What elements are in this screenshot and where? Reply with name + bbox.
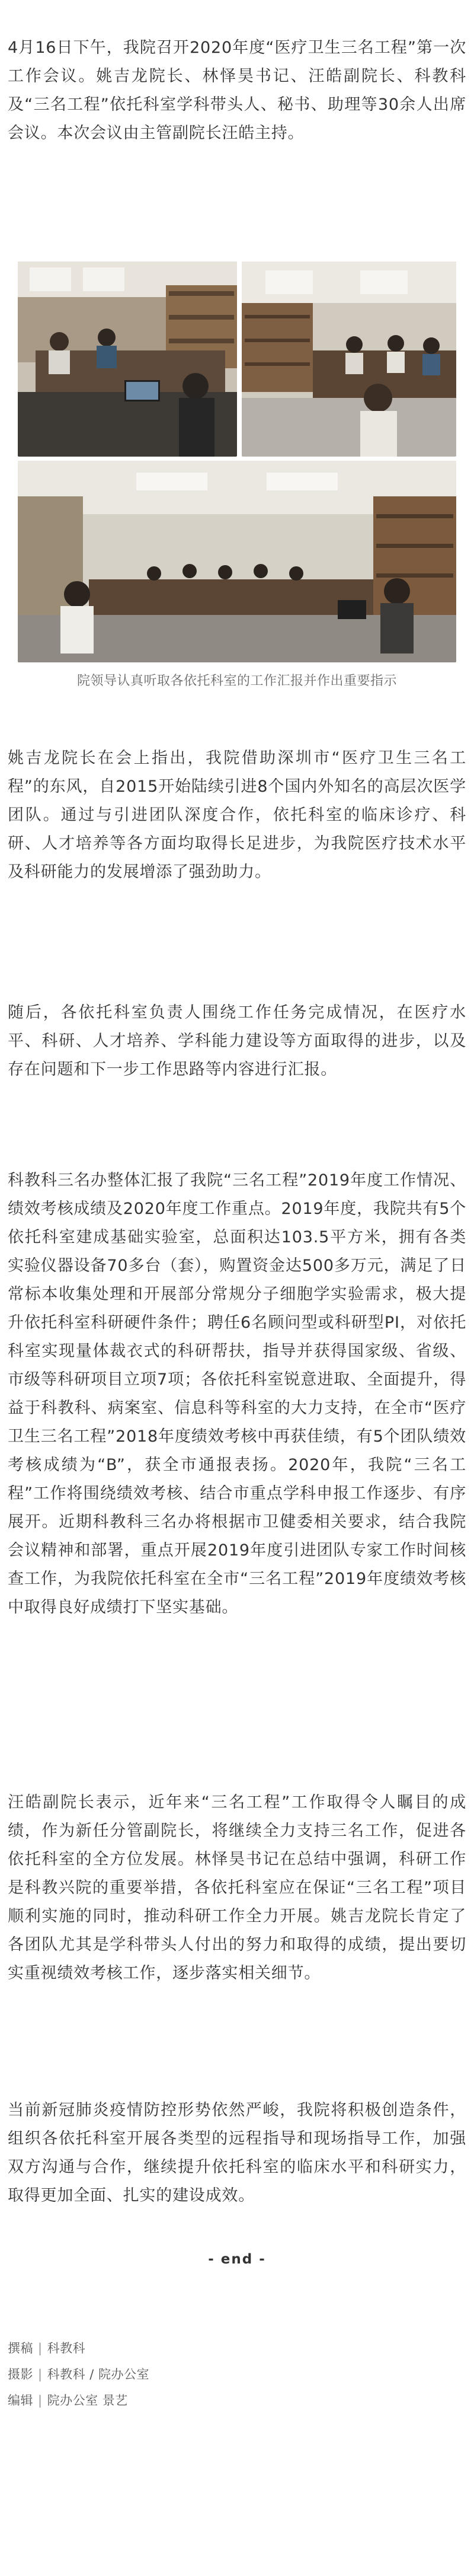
office-summary-paragraph: 科教科三名办整体汇报了我院“三名工程”2019年度工作情况、绩效考核成绩及2020年度工作重点。2019年度，我院共有5个依托科室建成基础实验室，总面积达103.5平方米，拥有各类实验仪器设备70多台（套），购置资金达500多万元，满足了日常标本收集处理和开展部分常规分子细胞学实验需求，极大提升依托科室科研硬件条件；聘任6名顾问型或科研型PI，对依托科室实现量体裁衣式的科研帮扶，指导并获得国家级、省级、市级等科研项目立项7项；各依托科室锐意进取、全面提升，得益于科教科、病案室、信息科等科室的大力支持，在全市“医疗卫生三名工程”2018年度绩效考核中再获佳绩，有5个团队绩效考核成绩为“B”，获全市通报表扬。2020年，我院“三名工程”工作将围绕绩效考核、结合市重点学科申报工作逐步、有序展开。近期科教科三名办将根据市卫健委相关要求，结合我院会议精神和部署，重点开展2019年度引进团队专家工作时间核查工作，为我院依托科室在全市“三名工程”2019年度绩效考核中取得良好成绩打下坚实基础。 <box>8 1171 466 1617</box>
credit-editor-label: 编辑 <box>8 2393 33 2408</box>
credit-photographer <box>8 2365 149 2383</box>
credit-separator: | <box>38 2341 43 2355</box>
leadership-remarks-paragraph: 汪皓副院长表示，近年来“三名工程”工作取得令人瞩目的成绩，作为新任分管副院长，将继续全力支持三名工作，促进各依托科室的全方位发展。林怿昊书记在总结中强调，科研工作是科教兴院的重要举措，各依托科室应在保证“三名工程”项目顺利实施的同时，推动科研工作全力开展。姚吉龙院长肯定了各团队尤其是学科带头人付出的努力和取得的成绩，提出要切实重视绩效考核工作，逐步落实相关细节。 <box>8 1793 466 1982</box>
closing-paragraph: 当前新冠肺炎疫情防控形势依然严峻，我院将积极创造条件，组织各依托科室开展各类型的远程指导和现场指导工作，加强双方沟通与合作，继续提升依托科室的临床水平和科研实力，取得更加全面、扎实的建设成效。 <box>8 2101 466 2205</box>
intro-paragraph: 4月16日下午，我院召开2020年度“医疗卫生三名工程”第一次工作会议。姚吉龙院长、林怿昊书记、汪皓副院长、科教科及“三名工程”依托科室学科带头人、秘书、助理等30余人出席会议。本次会议由主管副院长汪皓主持。 <box>8 39 466 142</box>
meeting-photo-right <box>242 262 456 457</box>
credit-writer <box>8 2339 85 2357</box>
meeting-photo-left <box>18 262 237 457</box>
photo-caption: 院领导认真听取各依托科室的工作汇报并作出重要指示 <box>76 674 397 688</box>
credit-photographer-label: 摄影 <box>8 2367 33 2381</box>
credit-photographer-value: 科教科 / 院办公室 <box>47 2367 150 2381</box>
credit-separator: | <box>38 2367 43 2381</box>
credit-editor <box>8 2391 128 2409</box>
credit-separator: | <box>38 2393 43 2408</box>
credit-editor-value: 院办公室 景艺 <box>47 2393 128 2408</box>
meeting-photo-wide <box>18 461 456 662</box>
end-mark: - end - <box>208 2252 266 2267</box>
department-reports-paragraph: 随后，各依托科室负责人围绕工作任务完成情况，在医疗水平、科研、人才培养、学科能力建设等方面取得的进步，以及存在问题和下一步工作思路等内容进行汇报。 <box>8 1003 466 1079</box>
credit-writer-value: 科教科 <box>47 2341 86 2355</box>
president-remarks-paragraph: 姚吉龙院长在会上指出，我院借助深圳市“医疗卫生三名工程”的东风，自2015开始陆续引进8个国内外知名的高层次医学团队。通过与引进团队深度合作，依托科室的临床诊疗、科研、人才培养等各方面均取得长足进步，为我院医疗技术水平及科研能力的发展增添了强劲助力。 <box>8 749 466 881</box>
credit-writer-label: 撰稿 <box>8 2341 33 2355</box>
